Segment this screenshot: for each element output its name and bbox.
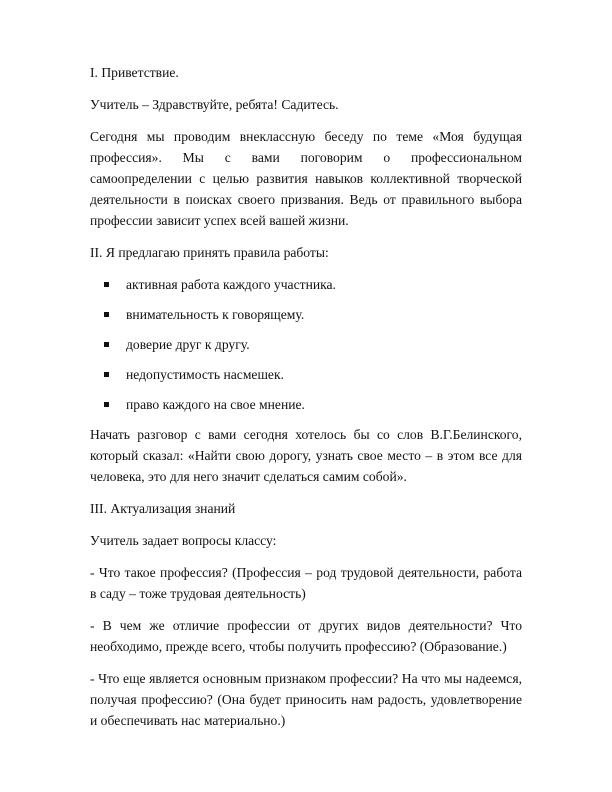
list-item bbox=[90, 394, 522, 415]
rules-list bbox=[90, 274, 522, 415]
intro-paragraph: Сегодня мы проводим внеклассную беседу по теме «Моя будущая профессия». Мы с вами поговорим о профессиональном самоопределении с целью развития навыков коллективной творческой деятельности в поисках своего призвания. Ведь от правильного выбора профессии зависит успех всей вашей жизни. bbox=[90, 129, 522, 228]
list-item bbox=[90, 364, 522, 385]
teacher-greeting: Учитель – Здравствуйте, ребята! Садитесь. bbox=[90, 97, 339, 112]
rule-text: право каждого на свое мнение. bbox=[126, 397, 305, 412]
question-paragraph: - Что такое профессия? (Профессия – род трудовой деятельности, работа в саду – тоже трудовая деятельность) bbox=[90, 565, 522, 601]
bullet-icon bbox=[104, 402, 109, 407]
question-paragraph: - В чем же отличие профессии от других видов деятельности? Что необходимо, прежде всего, чтобы получить профессию? (Образование.) bbox=[90, 618, 522, 654]
section-2-heading: II. Я предлагаю принять правила работы: bbox=[90, 245, 329, 260]
belinsky-quote-paragraph: Начать разговор с вами сегодня хотелось бы со слов В.Г.Белинского, который сказал: «Найти свою дорогу, узнать свое место – в этом все для человека, это для него значит сделаться самим собой». bbox=[90, 427, 522, 484]
list-item bbox=[90, 334, 522, 355]
rule-text: недопустимость насмешек. bbox=[126, 367, 284, 382]
rule-text: внимательность к говорящему. bbox=[126, 307, 305, 322]
rule-text: активная работа каждого участника. bbox=[126, 277, 336, 292]
document-page bbox=[90, 62, 522, 742]
question-paragraph: - Что еще является основным признаком профессии? На что мы надеемся, получая профессию? (Она будет приносить нам радость, удовлетворение и обеспечивать нас материально.) bbox=[90, 671, 522, 728]
bullet-icon bbox=[104, 312, 109, 317]
list-item bbox=[90, 304, 522, 325]
rule-text: доверие друг к другу. bbox=[126, 337, 250, 352]
list-item bbox=[90, 274, 522, 295]
bullet-icon bbox=[104, 342, 109, 347]
section-3-heading: III. Актуализация знаний bbox=[90, 501, 236, 516]
section-1-heading: I. Приветствие. bbox=[90, 65, 179, 80]
bullet-icon bbox=[104, 372, 109, 377]
bullet-icon bbox=[104, 282, 109, 287]
teacher-questions-intro: Учитель задает вопросы классу: bbox=[90, 533, 277, 548]
